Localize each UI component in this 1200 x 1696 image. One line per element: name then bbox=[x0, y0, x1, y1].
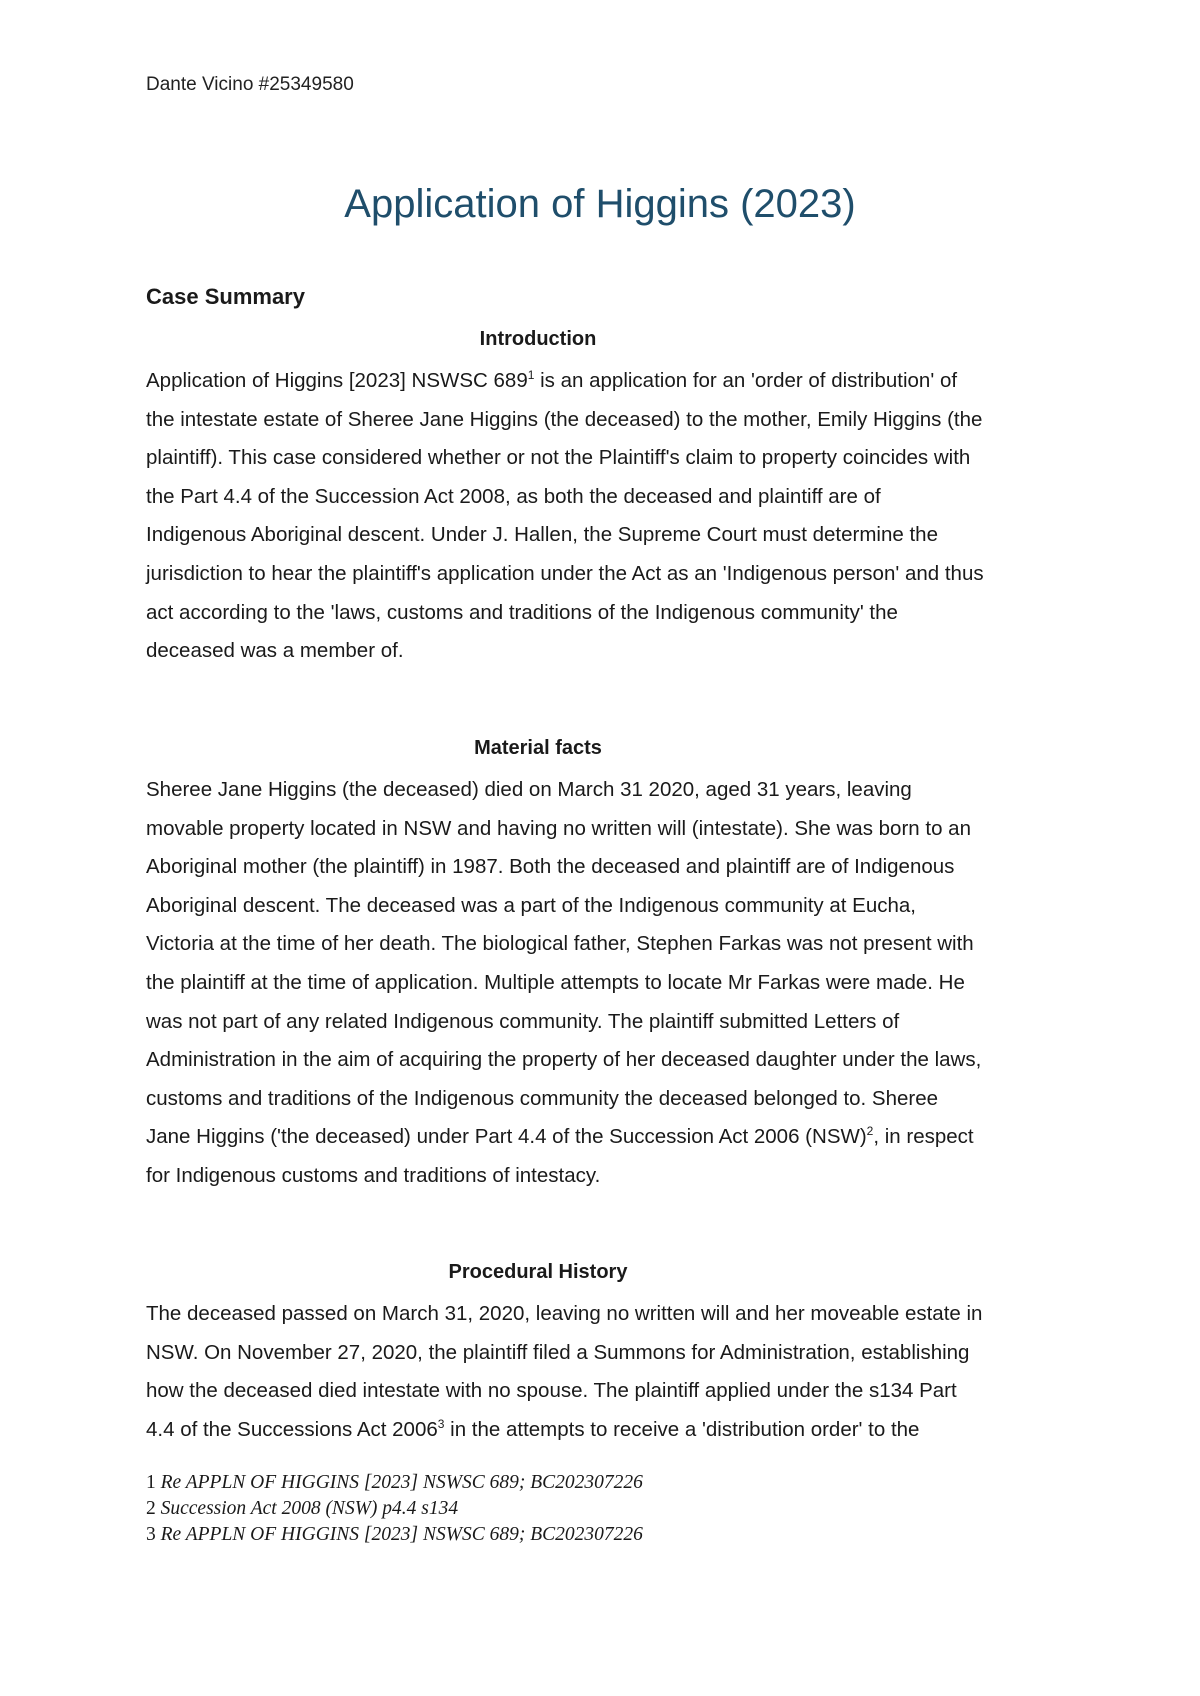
text-run: movable property located in NSW and having no written will (intestate). She was born to an bbox=[146, 816, 971, 840]
text-run: the Part 4.4 of the Succession Act 2008, as both the deceased and plaintiff are of bbox=[146, 484, 881, 508]
author-header: Dante Vicino #25349580 bbox=[146, 74, 354, 95]
procedural-history-body bbox=[146, 1295, 1076, 1449]
footnote-number: 1 bbox=[146, 1472, 156, 1493]
text-run: deceased was a member of. bbox=[146, 639, 404, 663]
text-run: The deceased passed on March 31, 2020, leaving no written will and her moveable estate in bbox=[146, 1302, 983, 1325]
footnote bbox=[146, 1522, 643, 1548]
paragraph-line bbox=[146, 1411, 1076, 1450]
procedural-history-heading: Procedural History bbox=[448, 1261, 628, 1283]
text-run: customs and traditions of the Indigenous community the deceased belonged to. Sheree bbox=[146, 1086, 939, 1110]
paragraph-line bbox=[146, 771, 1076, 810]
text-run: is an application for an 'order of distribution' of bbox=[534, 369, 958, 392]
paragraph-line bbox=[146, 1041, 1076, 1080]
footnote-marker: 1 bbox=[527, 368, 535, 382]
paragraph-line bbox=[146, 887, 1076, 926]
text-run: Aboriginal descent. The deceased was a part of the Indigenous community at Eucha, bbox=[146, 893, 916, 917]
text-run: Application of Higgins [2023] NSWSC 689 bbox=[146, 369, 528, 392]
introduction-body bbox=[146, 362, 1076, 671]
paragraph-line bbox=[146, 1003, 1076, 1042]
paragraph-line bbox=[146, 1157, 1076, 1196]
footnote-citation: Succession Act 2008 (NSW) p4.4 s134 bbox=[160, 1498, 459, 1519]
footnote bbox=[146, 1470, 643, 1496]
paragraph-line bbox=[146, 401, 1076, 440]
footnote-marker: 3 bbox=[437, 1416, 445, 1431]
paragraph-line bbox=[146, 925, 1076, 964]
document-title: Application of Higgins (2023) bbox=[344, 182, 856, 226]
material-facts-body bbox=[146, 771, 1076, 1196]
text-run: Administration in the aim of acquiring the property of her deceased daughter under the laws, bbox=[146, 1048, 982, 1072]
text-run: jurisdiction to hear the plaintiff's application under the Act as an 'Indigenous person' and thus bbox=[146, 561, 984, 585]
footnote bbox=[146, 1496, 643, 1522]
paragraph-line bbox=[146, 555, 1076, 594]
text-run: in the attempts to receive a 'distribution order' to the bbox=[444, 1417, 920, 1441]
paragraph-line bbox=[146, 1372, 1076, 1411]
paragraph-line bbox=[146, 439, 1076, 478]
footnote-citation: Re APPLN OF HIGGINS [2023] NSWSC 689; BC202307226 bbox=[160, 1524, 643, 1545]
paragraph-line bbox=[146, 478, 1076, 517]
text-run: the plaintiff at the time of application. Multiple attempts to locate Mr Farkas were made. He bbox=[146, 970, 965, 994]
paragraph-line bbox=[146, 1295, 1076, 1334]
text-run: 4.4 of the Successions Act 2006 bbox=[146, 1417, 438, 1441]
text-run: for Indigenous customs and traditions of intestacy. bbox=[146, 1163, 601, 1187]
text-run: Aboriginal mother (the plaintiff) in 1987. Both the deceased and plaintiff are of Indigenous bbox=[146, 855, 955, 879]
paragraph-line bbox=[146, 1118, 1076, 1157]
text-run: NSW. On November 27, 2020, the plaintiff filed a Summons for Administration, establishing bbox=[146, 1340, 970, 1364]
case-summary-heading: Case Summary bbox=[146, 284, 305, 309]
text-run: how the deceased died intestate with no spouse. The plaintiff applied under the s134 Part bbox=[146, 1379, 957, 1403]
introduction-heading: Introduction bbox=[479, 328, 597, 350]
text-run: act according to the 'laws, customs and traditions of the Indigenous community' the bbox=[146, 600, 898, 624]
footnote-number: 2 bbox=[146, 1498, 156, 1519]
paragraph-line bbox=[146, 1334, 1076, 1373]
paragraph-line bbox=[146, 810, 1076, 849]
material-facts-heading: Material facts bbox=[474, 737, 602, 759]
paragraph-line bbox=[146, 632, 1076, 671]
paragraph-line bbox=[146, 516, 1076, 555]
text-run: , in respect bbox=[873, 1125, 974, 1149]
footnote-number: 3 bbox=[146, 1524, 156, 1545]
text-run: Sheree Jane Higgins (the deceased) died on March 31 2020, aged 31 years, leaving bbox=[146, 778, 912, 801]
footnote-citation: Re APPLN OF HIGGINS [2023] NSWSC 689; BC202307226 bbox=[160, 1472, 643, 1493]
text-run: plaintiff). This case considered whether or not the Plaintiff's claim to property coincides with bbox=[146, 446, 971, 470]
text-run: was not part of any related Indigenous community. The plaintiff submitted Letters of bbox=[146, 1009, 900, 1033]
footnote-marker: 2 bbox=[866, 1124, 874, 1139]
paragraph-line bbox=[146, 964, 1076, 1003]
paragraph-line bbox=[146, 362, 1076, 401]
paragraph-line bbox=[146, 594, 1076, 633]
text-run: Indigenous Aboriginal descent. Under J. Hallen, the Supreme Court must determine the bbox=[146, 523, 938, 547]
footnotes bbox=[146, 1470, 643, 1548]
paragraph-line bbox=[146, 848, 1076, 887]
paragraph-line bbox=[146, 1080, 1076, 1119]
text-run: Victoria at the time of her death. The biological father, Stephen Farkas was not present with bbox=[146, 932, 974, 956]
text-run: the intestate estate of Sheree Jane Higgins (the deceased) to the mother, Emily Higgins (the bbox=[146, 407, 983, 431]
text-run: Jane Higgins ('the deceased) under Part 4.4 of the Succession Act 2006 (NSW) bbox=[146, 1125, 867, 1149]
